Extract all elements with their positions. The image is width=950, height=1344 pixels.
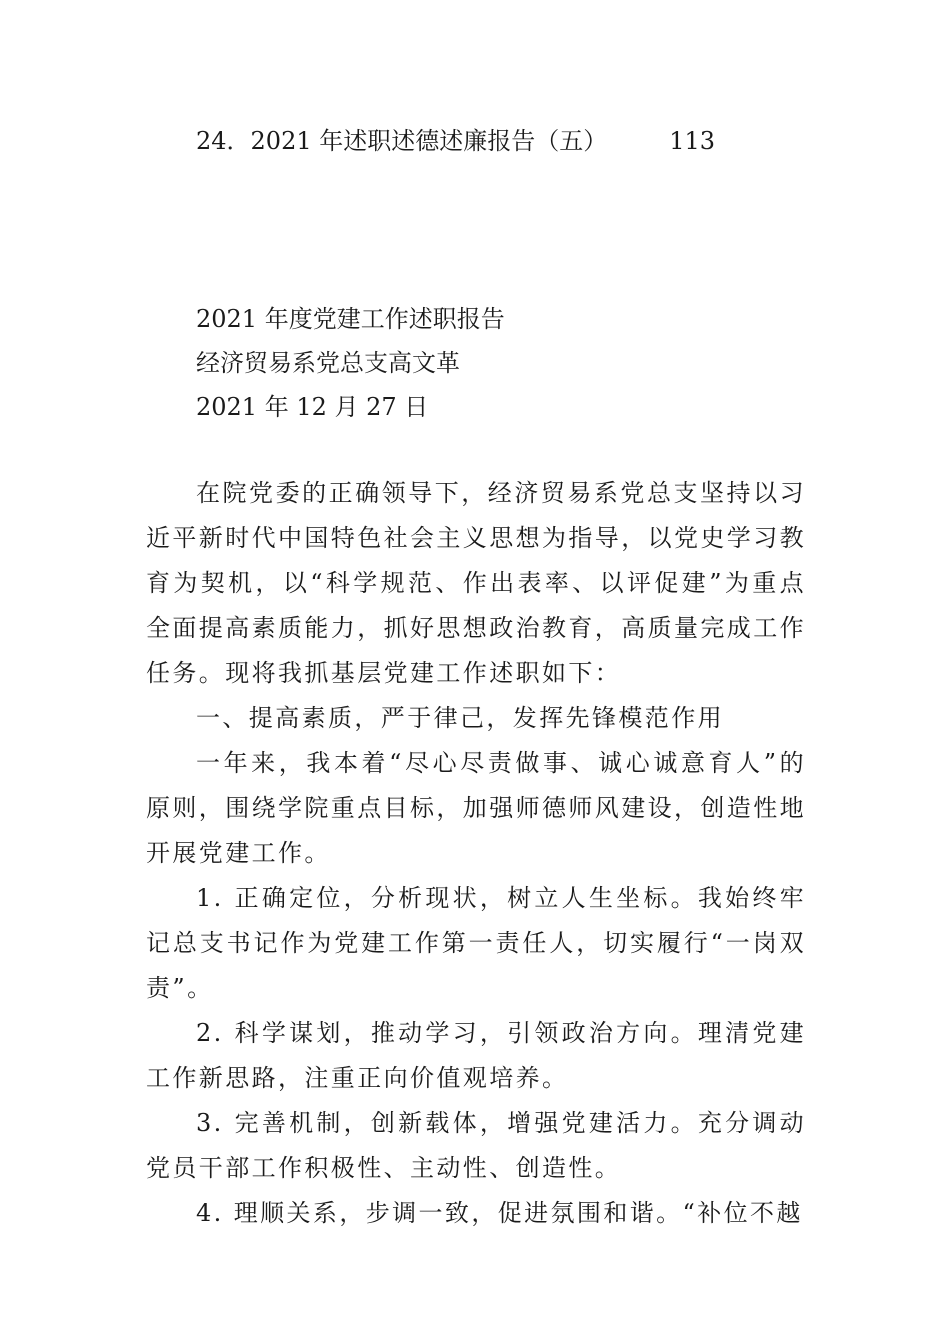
paragraph-intro: 在院党委的正确领导下，经济贸易系党总支坚持以习近平新时代中国特色社会主义思想为指导，以党史学习教育为契机，以“科学规范、作出表率、以评促建”为重点全面提高素质能力，抓好思想政治教育，高质量完成工作任务。现将我抓基层党建工作述职如下： <box>146 479 806 687</box>
report-date: 2021 年 12 月 27 日 <box>196 393 429 421</box>
toc-page-number: 113 <box>669 127 716 155</box>
report-title: 2021 年度党建工作述职报告 <box>196 305 505 333</box>
report-header <box>196 297 505 429</box>
paragraph-item-3: 3. 完善机制，创新载体，增强党建活力。充分调动党员干部工作积极性、主动性、创造性。 <box>146 1109 806 1182</box>
report-author: 经济贸易系党总支高文革 <box>196 349 460 377</box>
paragraph-item-1: 1. 正确定位，分析现状，树立人生坐标。我始终牢记总支书记作为党建工作第一责任人，切实履行“一岗双责”。 <box>146 884 806 1002</box>
paragraph-item-4: 4. 理顺关系，步调一致，促进氛围和谐。“补位不越 <box>196 1199 803 1227</box>
paragraph: 一年来，我本着“尽心尽责做事、诚心诚意育人”的原则，围绕学院重点目标，加强师德师风建设，创造性地开展党建工作。 <box>146 749 806 867</box>
report-body <box>146 471 806 1236</box>
toc-entry <box>196 124 715 158</box>
section-heading-1: 一、提高素质，严于律己，发挥先锋模范作用 <box>196 704 724 732</box>
paragraph-item-2: 2. 科学谋划，推动学习，引领政治方向。理清党建工作新思路，注重正向价值观培养。 <box>146 1019 806 1092</box>
toc-entry-title: 24．2021 年述职述德述廉报告（五） <box>196 127 608 155</box>
